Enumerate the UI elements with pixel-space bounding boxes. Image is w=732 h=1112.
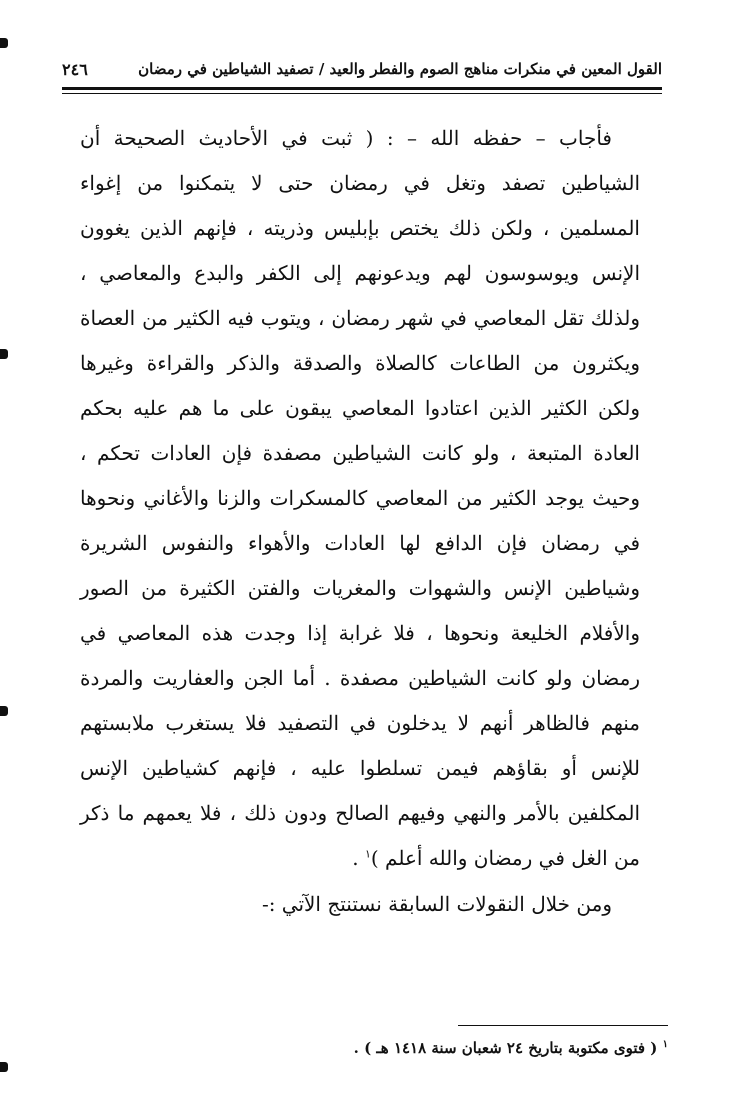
footnote-reference: ١ <box>364 847 371 861</box>
scan-edge-mark <box>0 38 8 48</box>
scan-edge-mark <box>0 706 8 716</box>
conclusion-line: ومن خلال النقولات السابقة نستنتج الآتي :- <box>261 892 612 916</box>
page-number: ٢٤٦ <box>62 60 88 79</box>
footnote-separator <box>458 1025 668 1026</box>
footnote-text: ( فتوى مكتوبة بتاريخ ٢٤ شعبان سنة ١٤١٨ هـ ) . <box>353 1039 658 1057</box>
header-rule-thick <box>62 87 662 90</box>
fatwa-paragraph <box>80 116 640 881</box>
paragraph-end: . <box>352 846 365 870</box>
fatwa-text: فأجاب – حفظه الله – : ( ثبت في الأحاديث الصحيحة أن الشياطين تصفد وتغل في رمضان حتى لا يتمكنوا من إغواء المسلمين ، ولكن ذلك يختص بإبليس وذريته ، فإنهم الذين يغوون الإنس ويوسوسون لهم ويدعونهم إلى الكفر والبدع والمعاصي ، ولذلك تقل المعاصي في شهر رمضان ، ويتوب فيه الكثير من العصاة ويكثرون من الطاعات كالصلاة والصدقة والذكر والقراءة وغيرها ولكن الكثير الذين اعتادوا المعاصي يبقون على ما هم عليه بحكم العادة المتبعة ، ولو كانت الشياطين مصفدة فإن العادات تحكم ، وحيث يوجد الكثير من المعاصي كالمسكرات والزنا والأغاني ونحوها في رمضان فإن الدافع لها العادات والأهواء والنفوس الشريرة وشياطين الإنس والشهوات والمغريات والفتن الكثيرة من الصور والأفلام الخليعة ونحوها ، فلا غرابة إذا وجدت هذه المعاصي في رمضان ولو كانت الشياطين مصفدة . أما الجن والعفاريت والمردة منهم فالظاهر أنهم لا يدخلون في التصفيد فلا يستغرب ملابستهم للإنس أو بقاؤهم فيمن تسلطوا عليه ، فإنهم كشياطين الإنس المكلفين بالأمر والنهي وفيهم الصالح ودون ذلك ، فلا يعمهم ما ذكر من الغل في رمضان والله أعلم ) <box>80 126 640 870</box>
running-header <box>62 56 662 86</box>
scan-edge-mark <box>0 349 8 359</box>
footnote <box>300 1036 668 1060</box>
main-text <box>80 116 640 881</box>
footnote-number: ١ <box>662 1039 668 1050</box>
header-rule-thin <box>62 93 662 94</box>
header-title: القول المعين في منكرات مناهج الصوم والفطر والعيد / تصفيد الشياطين في رمضان <box>138 60 662 78</box>
scan-edge-mark <box>0 1062 8 1072</box>
